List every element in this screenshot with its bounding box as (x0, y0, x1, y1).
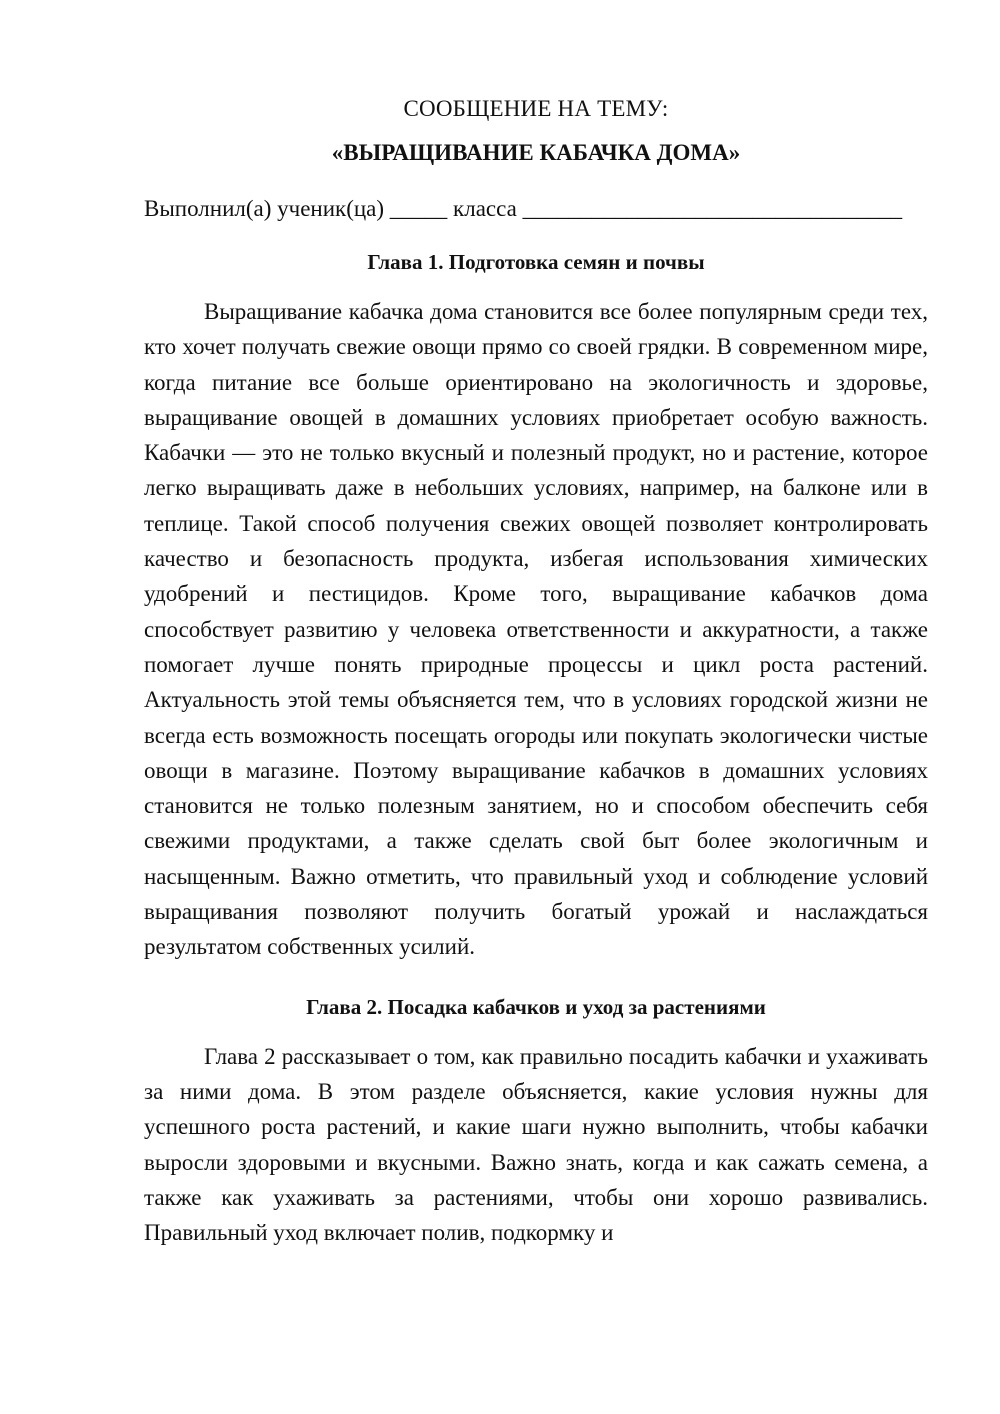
document-page (144, 92, 928, 1250)
document-subtitle: «ВЫРАЩИВАНИЕ КАБАЧКА ДОМА» (331, 140, 741, 165)
author-line: Выполнил(а) ученик(ца) _____ класса _________________________________ (144, 196, 903, 221)
chapter-1-heading: Глава 1. Подготовка семян и почвы (367, 250, 705, 274)
chapter-2-heading: Глава 2. Посадка кабачков и уход за растениями (306, 994, 766, 1019)
chapter-2-paragraph: Глава 2 рассказывает о том, как правильно посадить кабачки и ухаживать за ними дома. В этом разделе объясняется, какие условия нужны для успешного роста растений, и какие шаги нужно выполнить, чтобы кабачки выросли здоровыми и вкусными. Важно знать, когда и как сажать семена, а также как ухаживать за растениями, чтобы они хорошо развивались. Правильный уход включает полив, подкормку и (144, 1043, 928, 1246)
document-title: СООБЩЕНИЕ НА ТЕМУ: (403, 96, 669, 121)
chapter-1-paragraph: Выращивание кабачка дома становится все более популярным среди тех, кто хочет получать свежие овощи прямо со своей грядки. В современном мире, когда питание все больше ориентировано на экологичность и здоровье, выращивание овощей в домашних условиях приобретает особую важность. Кабачки — это не только вкусный и полезный продукт, но и растение, которое легко выращивать даже в небольших условиях, например, на балконе или в теплице. Такой способ получения свежих овощей позволяет контролировать качество и безопасность продукта, избегая использования химических удобрений и пестицидов. Кроме того, выращивание кабачков дома способствует развитию у человека ответственности и аккуратности, а также помогает лучше понять природные процессы и цикл роста растений. Актуальность этой темы объясняется тем, что в условиях городской жизни не всегда есть возможность посещать огороды или покупать экологически чистые овощи в магазине. Поэтому выращивание кабачков в домашних условиях становится не только полезным занятием, но и способом обеспечить себя свежими продуктами, а также сделать свой быт более экологичным и насыщенным. Важно отметить, что правильный уход и соблюдение условий выращивания позволяют получить богатый урожай и наслаждаться результатом собственных усилий. (144, 299, 928, 960)
